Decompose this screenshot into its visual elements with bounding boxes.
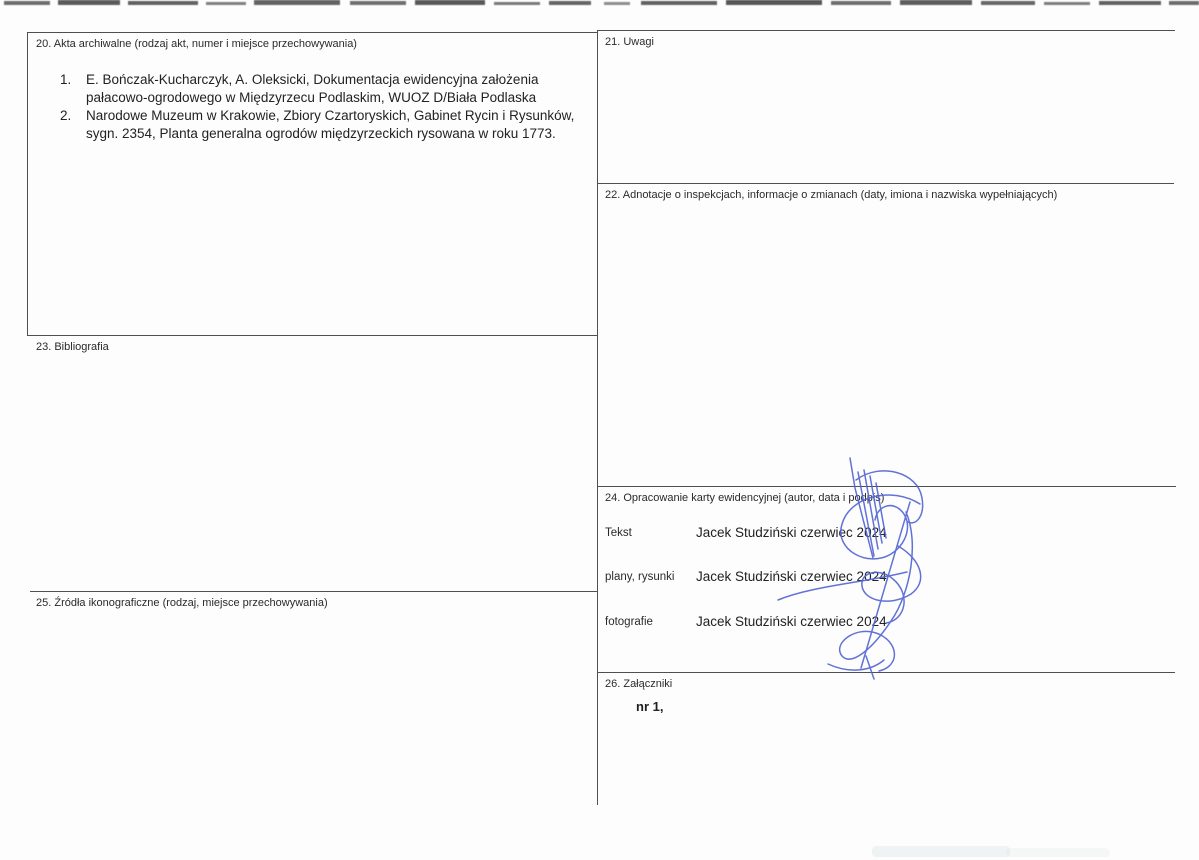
scan-smudge — [128, 1, 198, 5]
border-section25-top — [30, 591, 597, 592]
border-section20-left — [27, 32, 28, 335]
section-24-row-label-tekst: Tekst — [605, 527, 632, 539]
scan-smudge — [641, 1, 717, 5]
section-20-archive-list — [60, 71, 594, 143]
list-item — [60, 107, 594, 142]
attachment-number: nr 1, — [636, 699, 664, 714]
scan-smudge — [900, 0, 972, 5]
section-24-row-label-plany: plany, rysunki — [605, 571, 675, 583]
scan-smudge — [415, 0, 485, 5]
scan-smudge — [254, 0, 340, 5]
section-21-label: 21. Uwagi — [605, 36, 654, 48]
list-item-number: 1. — [60, 72, 72, 87]
scan-smudge — [981, 1, 1035, 5]
scan-smudge — [494, 2, 540, 5]
scan-smudge — [4, 1, 50, 5]
list-item — [60, 71, 594, 106]
scan-smudge — [726, 0, 822, 5]
scan-smudge — [604, 2, 630, 5]
scan-smudge — [1099, 1, 1161, 5]
section-25-label: 25. Źródła ikonograficzne (rodzaj, miejsce przechowywania) — [36, 597, 328, 609]
border-section23-top — [27, 335, 597, 336]
border-section20-top — [27, 32, 597, 33]
scan-smudge — [549, 1, 591, 5]
list-item-text: E. Bończak-Kucharczyk, A. Oleksicki, Dokumentacja ewidencyjna założenia pałacowo-ogrodowego w Międzyrzecu Podlaskim, WUOZ D/Biała Podlaska — [86, 72, 539, 105]
scan-smudge — [1169, 1, 1199, 5]
section-20-label: 20. Akta archiwalne (rodzaj akt, numer i miejsce przechowywania) — [36, 38, 357, 50]
section-24-row-label-fotografie: fotografie — [605, 616, 653, 628]
scan-smudge-bottom — [1006, 848, 1110, 857]
scan-smudge — [1044, 2, 1090, 5]
scan-smudge — [206, 2, 246, 5]
signature-stroke — [876, 483, 886, 538]
border-center-divider — [597, 30, 598, 805]
section-24-row-value-plany: Jacek Studziński czerwiec 2024 — [696, 569, 887, 584]
section-22-label: 22. Adnotacje o inspekcjach, informacje o zmianach (daty, imiona i nazwiska wypełniających) — [605, 189, 1058, 201]
scan-smudge — [350, 1, 406, 5]
section-23-label: 23. Bibliografia — [36, 341, 109, 353]
section-24-label: 24. Opracowanie karty ewidencyjnej (autor, data i podpis) — [605, 492, 885, 504]
scan-smudge-bottom — [872, 846, 1010, 857]
signature-stroke — [828, 660, 884, 670]
list-item-text: Narodowe Muzeum w Krakowie, Zbiory Czartoryskich, Gabinet Rycin i Rysunków, sygn. 2354, Planta generalna ogrodów międzyrzeckich rysowana w roku 1773. — [86, 108, 575, 141]
signature-scribble — [770, 450, 950, 680]
section-26-label: 26. Załączniki — [605, 678, 673, 690]
section-24-row-value-tekst: Jacek Studziński czerwiec 2024 — [696, 525, 887, 540]
section-24-row-value-fotografie: Jacek Studziński czerwiec 2024 — [696, 614, 887, 629]
border-section21-top — [597, 30, 1175, 31]
scan-smudge — [58, 0, 120, 5]
scan-smudge — [831, 1, 891, 5]
border-section22-top — [597, 183, 1174, 184]
list-item-number: 2. — [60, 108, 72, 123]
